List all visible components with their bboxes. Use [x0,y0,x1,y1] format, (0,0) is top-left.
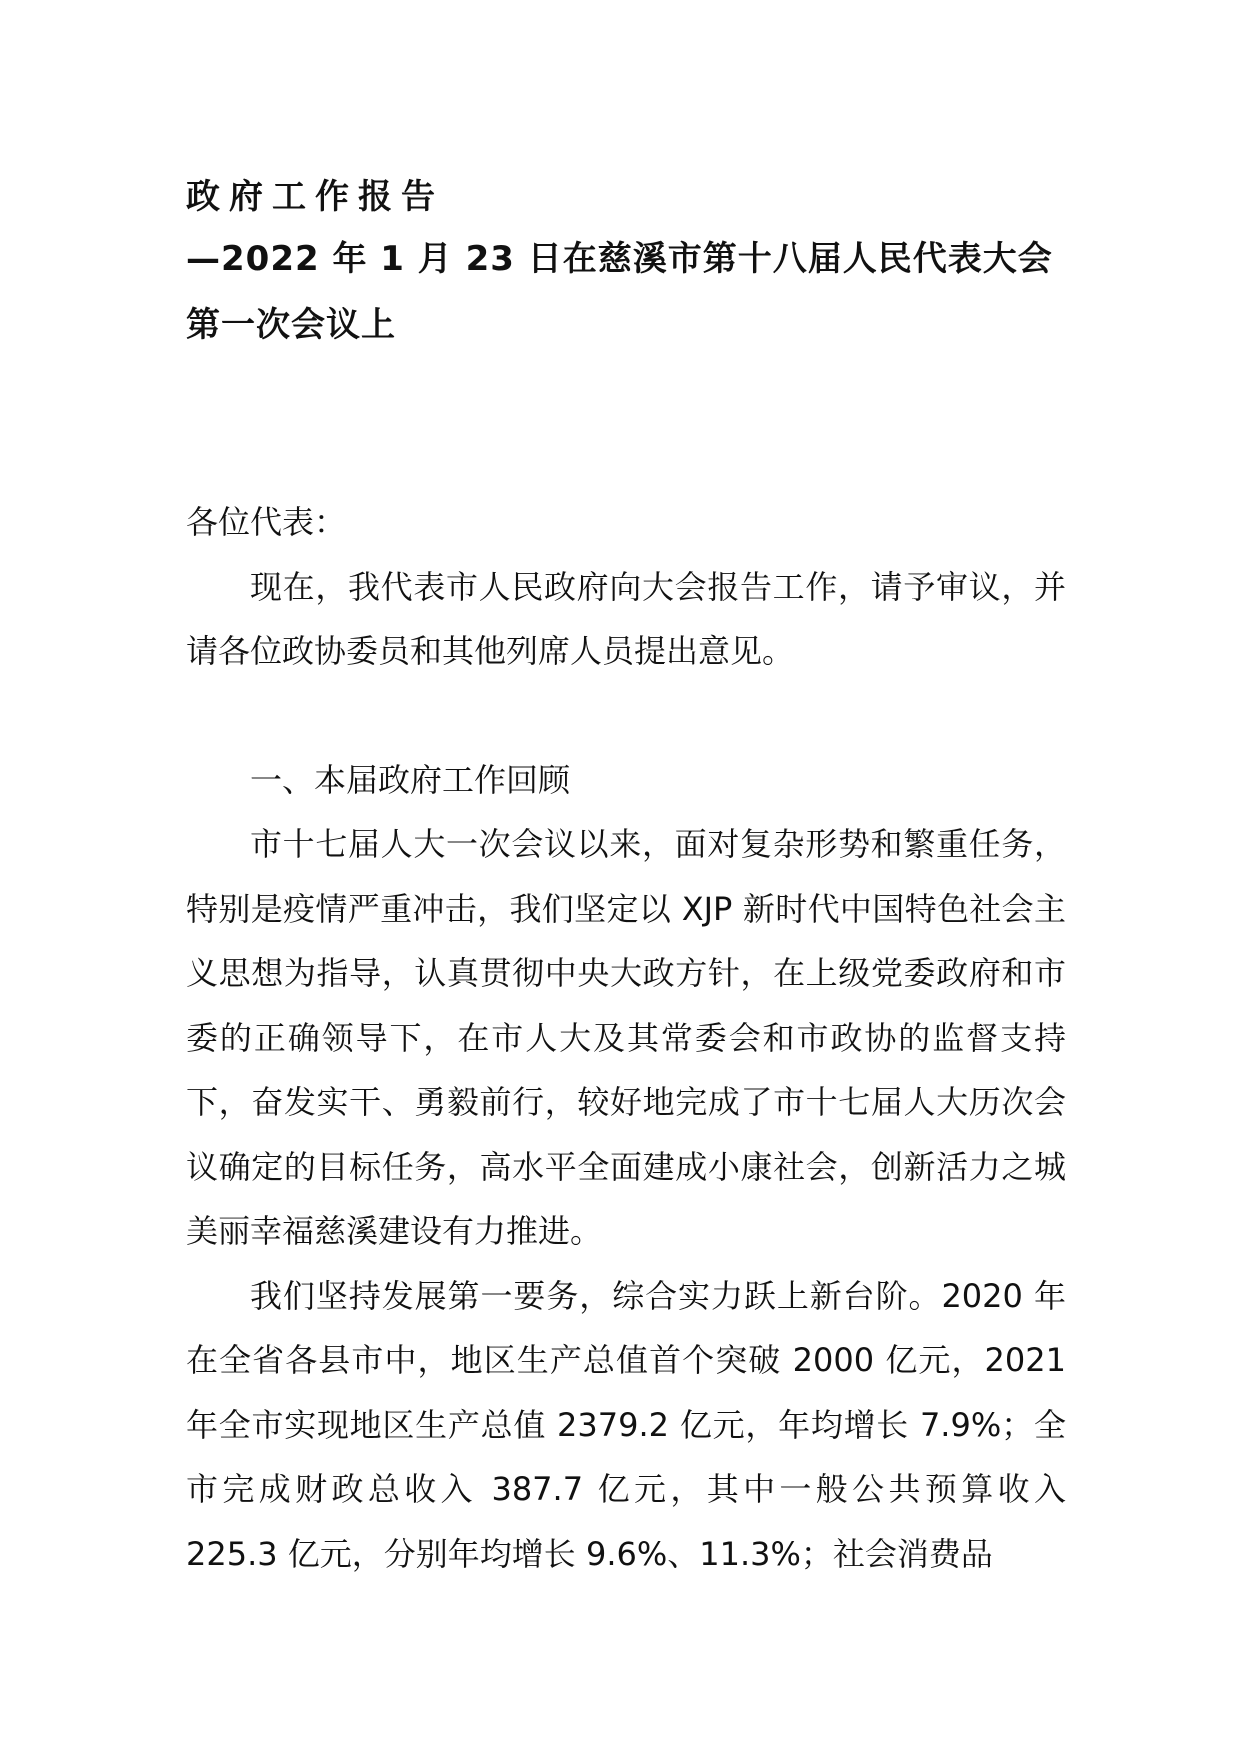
section-heading: 一、本届政府工作回顾 [250,760,571,799]
document-body [186,490,1066,1586]
opening-paragraph: 现在，我代表市人民政府向大会报告工作，请予审议，并请各位政协委员和其他列席人员提出意见。 [186,567,1066,670]
title-block [186,168,1066,358]
section-paragraph-2: 我们坚持发展第一要务，综合实力跃上新台阶。2020 年在全省各县市中，地区生产总值首个突破 2000 亿元，2021 年全市实现地区生产总值 2379.2 亿元，年均增长 7.9%；全市完成财政总收入 387.7 亿元，其中一般公共预算收入 225.3 亿元，分别年均增长 9.6%、11.3%；社会消费品 [186,1276,1066,1573]
document-title: 政府工作报告 [186,177,444,217]
document-subtitle: —2022 年 1 月 23 日在慈溪市第十八届人民代表大会第一次会议上 [186,239,1053,345]
salutation: 各位代表： [186,503,347,541]
section-paragraph-1: 市十七届人大一次会议以来，面对复杂形势和繁重任务，特别是疫情严重冲击，我们坚定以 XJP 新时代中国特色社会主义思想为指导，认真贯彻中央大政方针，在上级党委政府和市委的正确领导下，在市人大及其常委会和市政协的监督支持下，奋发实干、勇毅前行，较好地完成了市十七届人大历次会议确定的目标任务，高水平全面建成小康社会，创新活力之城美丽幸福慈溪建设有力推进。 [186,825,1066,1250]
